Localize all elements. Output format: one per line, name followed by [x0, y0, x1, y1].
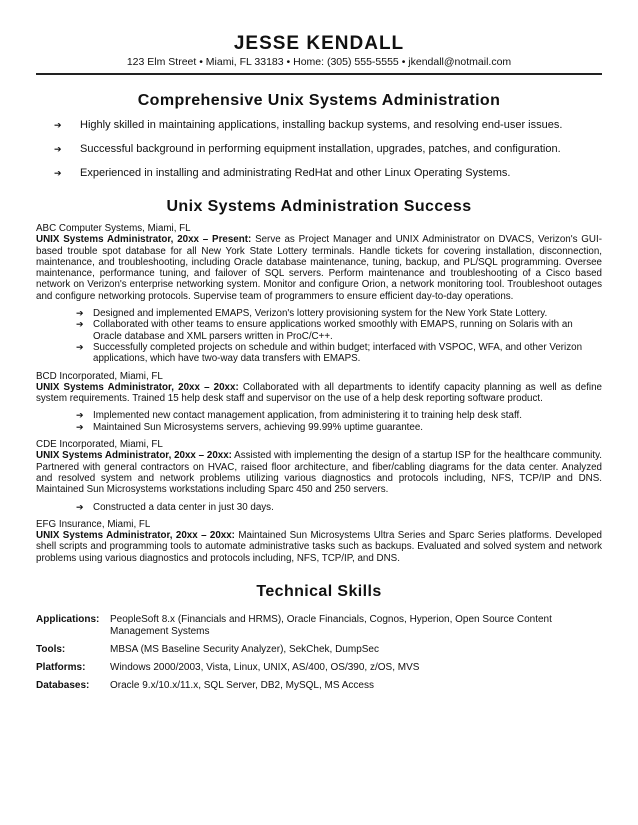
skill-row	[36, 644, 602, 656]
skill-value: MBSA (MS Baseline Security Analyzer), SekChek, DumpSec	[110, 644, 379, 656]
job-achievements	[76, 410, 602, 433]
job-description: UNIX Systems Administrator, 20xx – Present: Serve as Project Manager and UNIX Administrator on DVACS, Verizon's GUI-based trouble spot database for all New York State Lottery terminals. Handle tickets for covering installation, disconnection, maintenance, and troubleshooting, including Oracle database maintenance, tuning, backup, and PL/SQL programming. Oversee maintenance, performance tuning, and failover of SQL servers. Perform maintenance and troubleshooting of a Cisco based network on Verizon's enterprise networking system. Monitor and configure Orion, a network monitoring tool. Troubleshoot outages and configure networking protocols. Supervise team of programmers to ensure efficient day-to-day operations.	[36, 234, 602, 302]
job-description: UNIX Systems Administrator, 20xx – 20xx: Collaborated with all departments to identify capacity planning as well as define system requirements. Trained 15 help desk staff and supervisor on the use of a help desk reporting software product.	[36, 381, 602, 405]
job-role: UNIX Systems Administrator, 20xx – 20xx:	[36, 530, 235, 542]
skill-row	[36, 614, 602, 638]
candidate-name: JESSE KENDALL	[233, 33, 405, 54]
arrow-right-icon: ➔	[76, 319, 84, 330]
arrow-right-icon: ➔	[76, 421, 84, 432]
skill-value: PeopleSoft 8.x (Financials and HRMS), Oracle Financials, Cognos, Hyperion, Open Source Content Management Systems	[110, 614, 552, 638]
skill-label: Tools:	[36, 644, 66, 656]
skill-label: Applications:	[36, 614, 100, 626]
company-name: ABC Computer Systems, Miami, FL	[36, 223, 191, 234]
job-entry	[36, 439, 602, 513]
job-achievements	[76, 308, 602, 364]
arrow-right-icon: ➔	[54, 120, 62, 130]
skill-label: Platforms:	[36, 662, 86, 674]
arrow-right-icon: ➔	[76, 410, 84, 421]
contact-info: 123 Elm Street • Miami, FL 33183 • Home: (305) 555-5555 • jkendall@notmail.com	[126, 56, 512, 68]
skills-heading: Technical Skills	[256, 583, 382, 601]
job-description: UNIX Systems Administrator, 20xx – 20xx: Maintained Sun Microsystems Ultra Series and Sparc Series platforms. Developed shell scripts and programming tools to automate administrative tasks such as backups. Evaluated and solved system and network problems using various diagnostics and protocols including, NFS, TCP/IP, and DNS.	[36, 530, 602, 564]
skill-row	[36, 662, 602, 674]
arrow-right-icon: ➔	[76, 501, 84, 512]
company-name: BCD Incorporated, Miami, FL	[36, 370, 163, 382]
achievement-item: ➔ Designed and implemented EMAPS, Verizon's lottery provisioning system for the New York State Lottery.	[76, 308, 548, 320]
skills-table	[36, 614, 602, 692]
skill-label: Databases:	[36, 680, 90, 692]
achievement-item: ➔ Collaborated with other teams to ensure applications worked smoothly with EMAPS, running on Solaris with an Oracle database and XML parsers written in ProC/C++.	[76, 319, 573, 342]
job-role: UNIX Systems Administrator, 20xx – 20xx:	[36, 450, 232, 462]
job-entry	[36, 223, 602, 365]
header-divider	[36, 73, 602, 75]
job-description: UNIX Systems Administrator, 20xx – 20xx: Assisted with implementing the design of a startup ISP for the healthcare community. Partnered with general contractors on HVAC, raised floor architecture, and fiber/cabling diagrams for the data center. Analyzed and resolved system and network problems utilizing various diagnostics and protocols including, NFS, TCP/IP and DNS. Maintained Sun Microsystems workstations including Sparc 450 and 250 servers.	[36, 450, 602, 496]
achievement-item: ➔ Maintained Sun Microsystems servers, achieving 99.99% uptime guarantee.	[76, 421, 423, 433]
job-role: UNIX Systems Administrator, 20xx – Present:	[36, 234, 252, 246]
summary-item: ➔ Experienced in installing and administrating RedHat and other Linux Operating Systems.	[54, 167, 511, 179]
company-name: CDE Incorporated, Miami, FL	[36, 439, 163, 451]
arrow-right-icon: ➔	[54, 144, 62, 154]
job-entry	[36, 371, 602, 433]
achievement-item: ➔ Constructed a data center in just 30 days.	[76, 501, 274, 513]
skill-value: Oracle 9.x/10.x/11.x, SQL Server, DB2, MySQL, MS Access	[110, 680, 374, 692]
job-entry	[36, 519, 602, 564]
skill-value: Windows 2000/2003, Vista, Linux, UNIX, AS/400, OS/390, z/OS, MVS	[110, 662, 420, 674]
summary-list	[54, 119, 602, 180]
arrow-right-icon: ➔	[76, 308, 84, 319]
summary-item: ➔ Highly skilled in maintaining applications, installing backup systems, and resolving end-user issues.	[54, 119, 563, 131]
company-name: EFG Insurance, Miami, FL	[36, 518, 151, 530]
skill-row	[36, 680, 602, 692]
arrow-right-icon: ➔	[54, 168, 62, 178]
achievement-item: ➔ Successfully completed projects on schedule and within budget; interfaced with VSPOC, WFA, and other Verizon applications, which have two-way data transfers with EMAPS.	[76, 341, 583, 365]
summary-item: ➔ Successful background in performing equipment installation, upgrades, patches, and configuration.	[54, 143, 561, 155]
job-achievements	[76, 502, 602, 513]
achievement-item: ➔ Implemented new contact management application, from administering it to training help desk staff.	[76, 410, 522, 422]
arrow-right-icon: ➔	[76, 341, 84, 352]
summary-heading: Comprehensive Unix Systems Administration	[137, 92, 501, 109]
experience-heading: Unix Systems Administration Success	[166, 198, 472, 215]
job-role: UNIX Systems Administrator, 20xx – 20xx:	[36, 381, 239, 393]
